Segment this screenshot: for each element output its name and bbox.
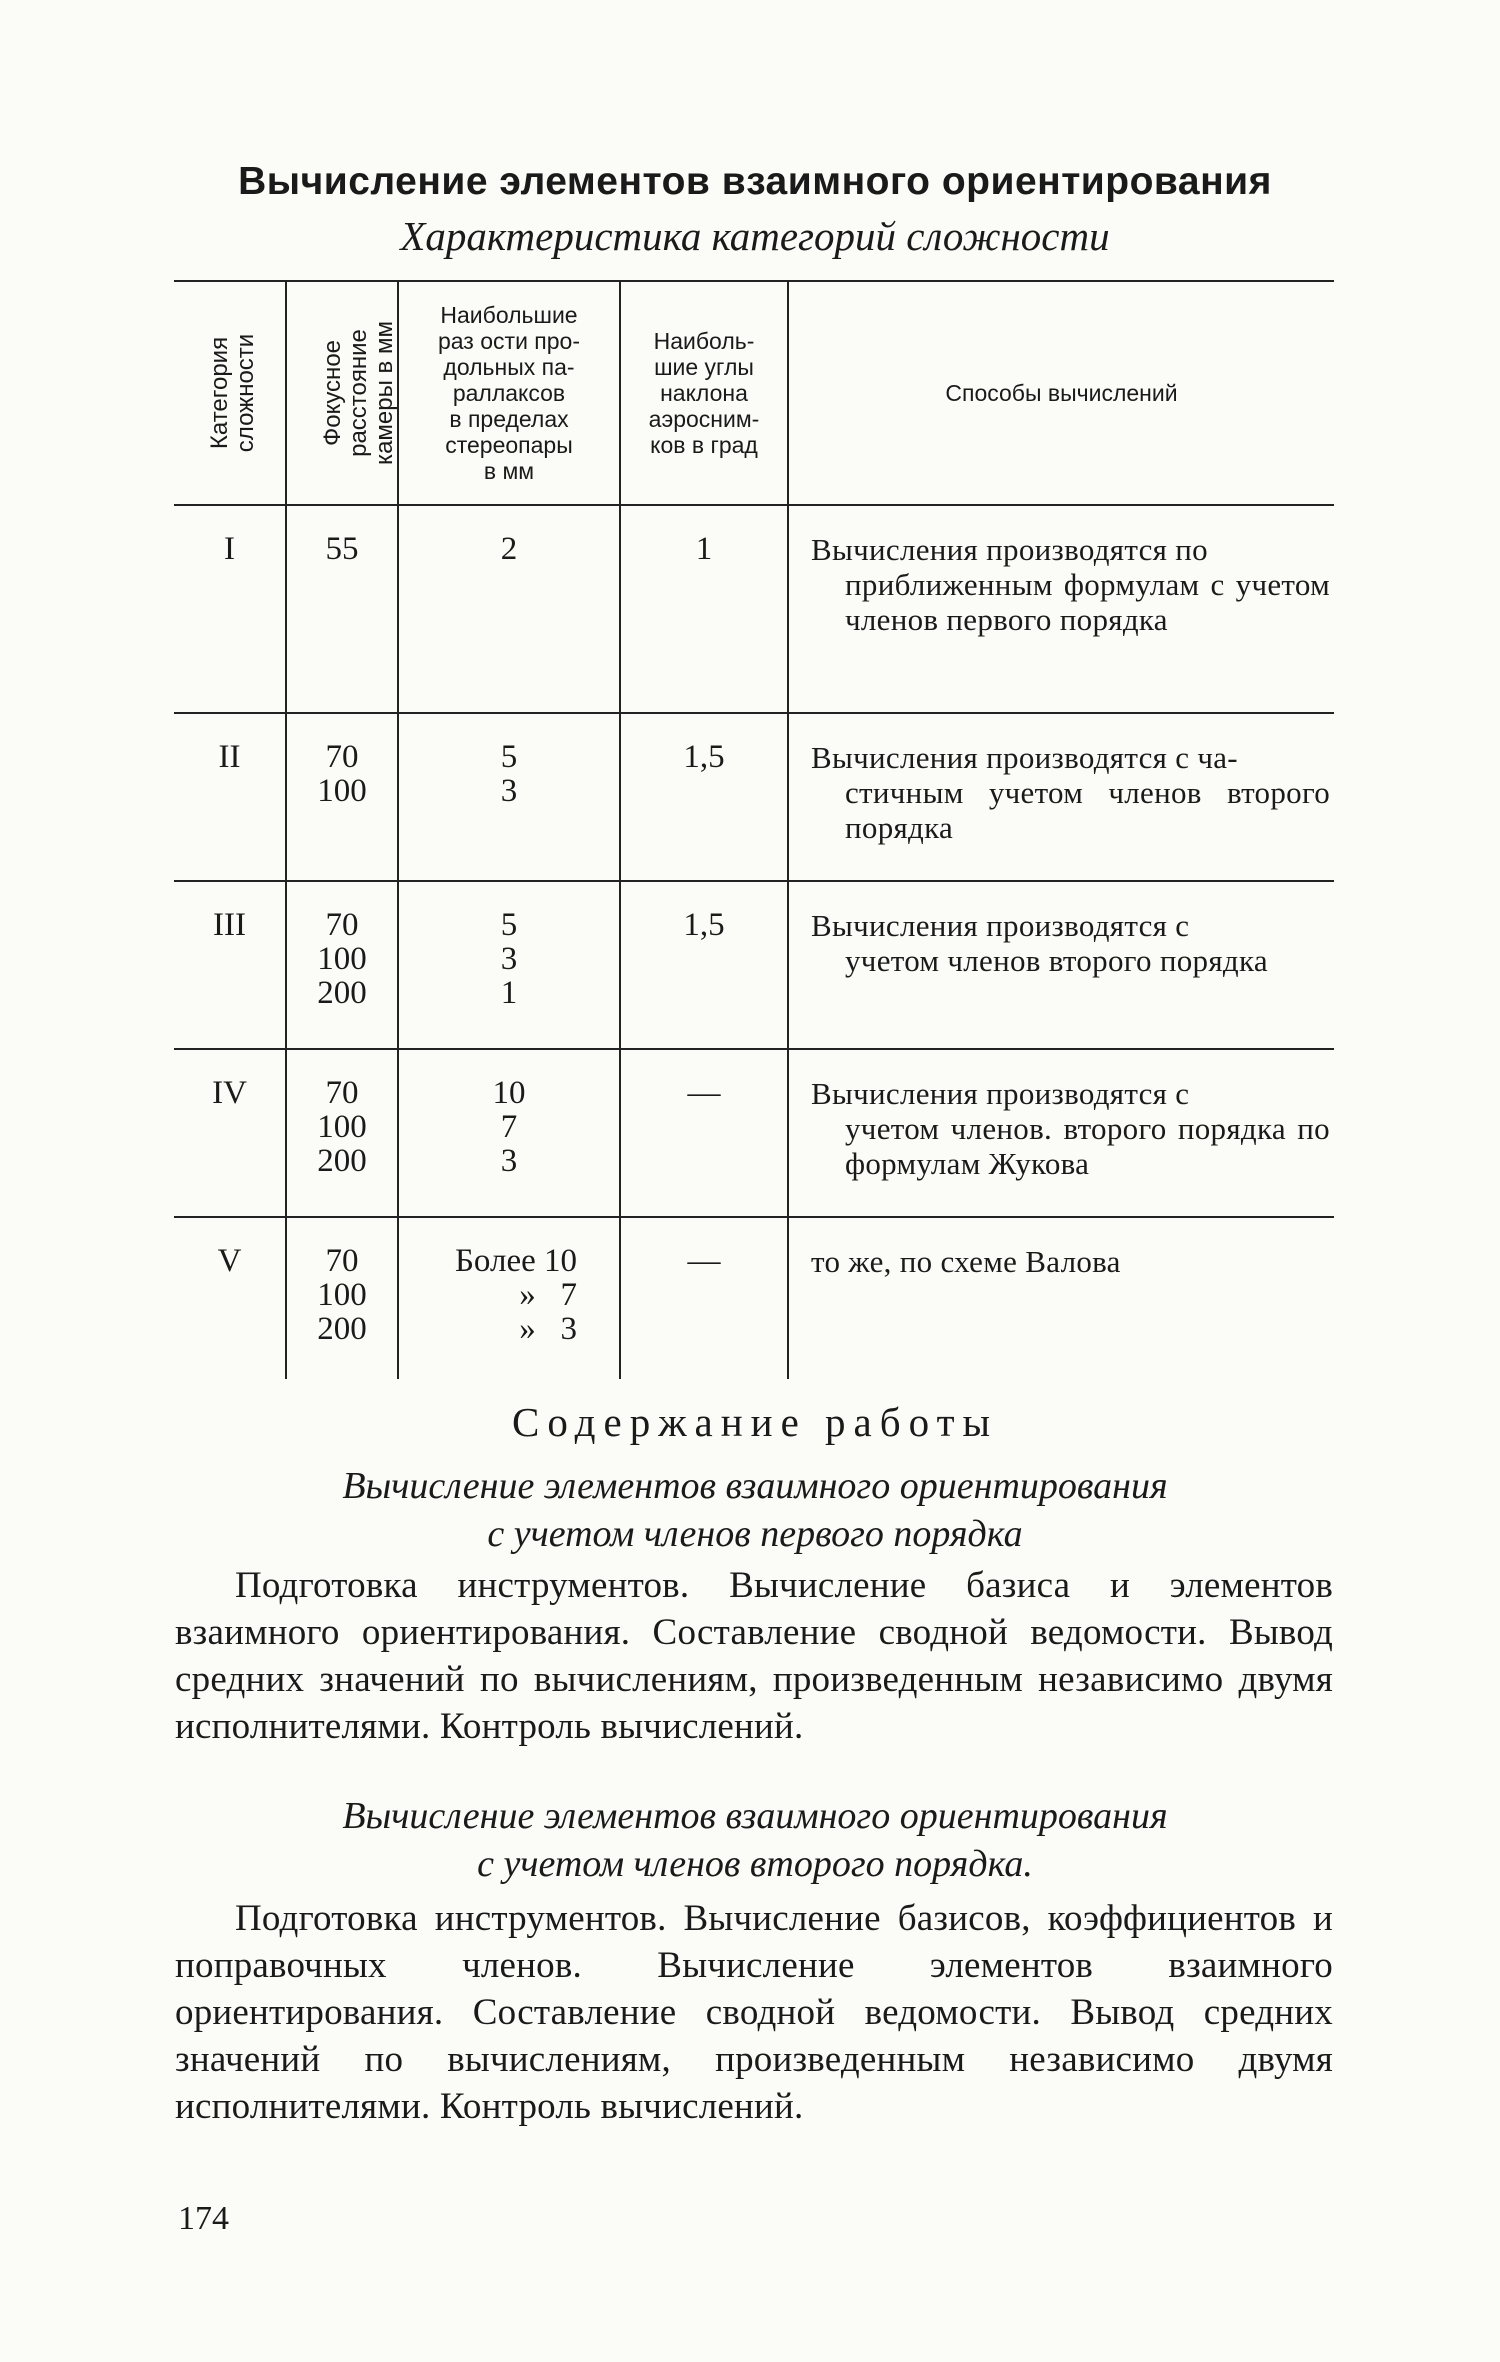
subsection-2-title xyxy=(175,1792,1335,1888)
table-caption: Характеристика категорий сложности xyxy=(400,213,1110,259)
category-cell: II xyxy=(218,739,241,775)
method-continuation: приближенным формулам с учетом членов первого порядка xyxy=(845,567,1330,637)
category-cell: I xyxy=(224,531,235,567)
angle-cell: — xyxy=(620,1049,788,1217)
parallax-cell: Более 10 » 7 » 3 xyxy=(398,1217,620,1379)
header-tilt-angles xyxy=(620,281,788,505)
header-parallax-label: Наибольшие раз ости про- дольных па- раллаксов в пределах стереопары в мм xyxy=(437,302,581,484)
method-cell xyxy=(788,505,1334,713)
table-row xyxy=(174,1217,1334,1379)
header-methods-label: Способы вычислений xyxy=(945,380,1178,406)
header-methods xyxy=(788,281,1334,505)
table-row xyxy=(174,881,1334,1049)
subsection-1-text: Подготовка инструментов. Вычисление базиса и элементов взаимного ориентирования. Составление сводной ведомости. Вывод средних значений по вычислениям, произведенным независимо двумя исполнителями. Контроль вычислений. xyxy=(175,1565,1333,1747)
focal-cell: 70 100 200 xyxy=(286,1217,398,1379)
page-number: 174 xyxy=(178,2200,229,2237)
parallax-cell: 5 3 1 xyxy=(398,881,620,1049)
header-parallax xyxy=(398,281,620,505)
method-continuation: учетом членов. второго порядка по формулам Жукова xyxy=(845,1111,1330,1181)
subsection-2-title-line1: Вычисление элементов взаимного ориентирования xyxy=(342,1795,1168,1837)
complexity-categories-table xyxy=(174,280,1334,1379)
focal-cell: 55 xyxy=(286,505,398,713)
table-row xyxy=(174,505,1334,713)
table-row xyxy=(174,1049,1334,1217)
parallax-cell: 10 7 3 xyxy=(398,1049,620,1217)
method-continuation: учетом членов второго порядка xyxy=(845,943,1268,978)
table-row xyxy=(174,713,1334,881)
method-first-line: Вычисления производятся с xyxy=(811,1076,1190,1111)
method-first-line: Вычисления производятся по xyxy=(811,532,1208,567)
angle-cell: 1,5 xyxy=(620,881,788,1049)
focal-cell: 70 100 200 xyxy=(286,881,398,1049)
focal-cell: 70 100 200 xyxy=(286,1049,398,1217)
header-category xyxy=(174,281,286,505)
subsection-2-title-line2: с учетом членов второго порядка. xyxy=(477,1843,1033,1885)
method-cell xyxy=(788,1049,1334,1217)
parallax-cell: 2 xyxy=(398,505,620,713)
category-cell: IV xyxy=(212,1075,247,1111)
subsection-1-title xyxy=(175,1462,1335,1558)
angle-cell: 1 xyxy=(620,505,788,713)
focal-cell: 70 100 xyxy=(286,713,398,881)
method-cell xyxy=(788,881,1334,1049)
subsection-1-title-line1: Вычисление элементов взаимного ориентирования xyxy=(342,1465,1168,1507)
method-cell xyxy=(788,1217,1334,1379)
page-title: Вычисление элементов взаимного ориентирования xyxy=(238,160,1272,203)
table-header-row xyxy=(174,281,1334,505)
method-cell xyxy=(788,713,1334,881)
subsection-1-title-line2: с учетом членов первого порядка xyxy=(487,1513,1023,1555)
method-continuation: стичным учетом членов второго порядка xyxy=(845,775,1330,845)
header-tilt-angles-label: Наиболь- шие углы наклона аэросним- ков в град xyxy=(648,328,760,458)
category-cell: III xyxy=(213,907,246,943)
method-first-line: Вычисления производятся с xyxy=(811,908,1190,943)
category-cell: V xyxy=(217,1243,242,1279)
angle-cell: 1,5 xyxy=(620,713,788,881)
method-first-line: то же, по схеме Валова xyxy=(811,1244,1121,1279)
header-category-label: Категория сложности xyxy=(206,333,260,453)
angle-cell: — xyxy=(620,1217,788,1379)
method-first-line: Вычисления производятся с ча- xyxy=(811,740,1238,775)
section-heading: Содержание работы xyxy=(511,1399,999,1445)
parallax-cell: 5 3 xyxy=(398,713,620,881)
header-focal-length-label: Фокусное расстояние камеры в мм xyxy=(318,321,398,465)
header-focal-length xyxy=(286,281,398,505)
subsection-2-text: Подготовка инструментов. Вычисление базисов, коэффициентов и поправочных членов. Вычисление элементов взаимного ориентирования. Составление сводной ведомости. Вывод средних значений по вычислениям, произведенным независимо двумя исполнителями. Контроль вычислений. xyxy=(175,1898,1333,2127)
